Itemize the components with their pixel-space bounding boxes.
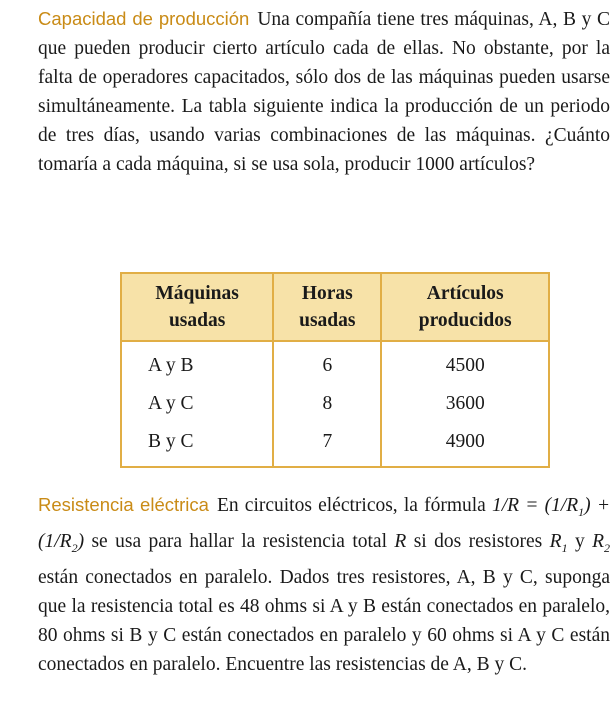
problem-title: Capacidad de producción xyxy=(38,8,250,29)
table-cell: B y C xyxy=(121,423,273,467)
problem-number xyxy=(4,4,38,33)
header-hours: Horas usadas xyxy=(273,273,381,341)
table-cell: 4900 xyxy=(381,423,549,467)
table-header-row xyxy=(121,273,549,341)
production-table xyxy=(120,272,550,468)
table-row xyxy=(121,385,549,423)
header-articles: Artículos producidos xyxy=(381,273,549,341)
table-cell: 4500 xyxy=(381,341,549,385)
problem-26-body: Resistencia eléctrica En circuitos eléctricos, la fórmula $1/R = (1/R_1) + (1/R_2)$ se usa para hallar la resistencia total R si dos resistores $R_1$ y $R_2$ están conectados en paralelo. Dados tres resistores, A, B y C, suponga que la resistencia total es 48 ohms si A y B están conectados en paralelo, 80 ohms si B y C están conectados en paralelo y 60 ohms si A y C están conectados en paralelo. Encuentre las resistencias de A, B y C. xyxy=(4,490,610,679)
problem-text: Una compañía tiene tres máquinas, A, B y C que pueden producir cierto artículo cada de ellas. No obstante, por la falta de operadores capacitados, sólo dos de las máquinas pueden usarse simultáneamente. La tabla siguiente indica la producción de un periodo de tres días, usando varias combinaciones de las máquinas. ¿Cuánto tomaría a cada máquina, si se usa sola, producir 1000 artículos? xyxy=(38,9,610,175)
problem-26 xyxy=(4,490,610,679)
table-cell: A y C xyxy=(121,385,273,423)
table-cell: 6 xyxy=(273,341,381,385)
problem-number xyxy=(4,490,38,519)
problem-25 xyxy=(4,4,610,179)
problem-25-body xyxy=(4,4,610,179)
table-cell: 8 xyxy=(273,385,381,423)
problem-title: Resistencia eléctrica xyxy=(38,494,209,515)
table-row xyxy=(121,423,549,467)
header-machines: Máquinas usadas xyxy=(121,273,273,341)
table-cell: 3600 xyxy=(381,385,549,423)
table-cell: 7 xyxy=(273,423,381,467)
formula: $1/R = (1/R_1) + (1/R_2)$ xyxy=(38,495,610,555)
table-row xyxy=(121,341,549,385)
resistor-r1: $R_1$ xyxy=(549,530,568,555)
table-cell: A y B xyxy=(121,341,273,385)
resistor-r2: $R_2$ xyxy=(592,530,611,555)
